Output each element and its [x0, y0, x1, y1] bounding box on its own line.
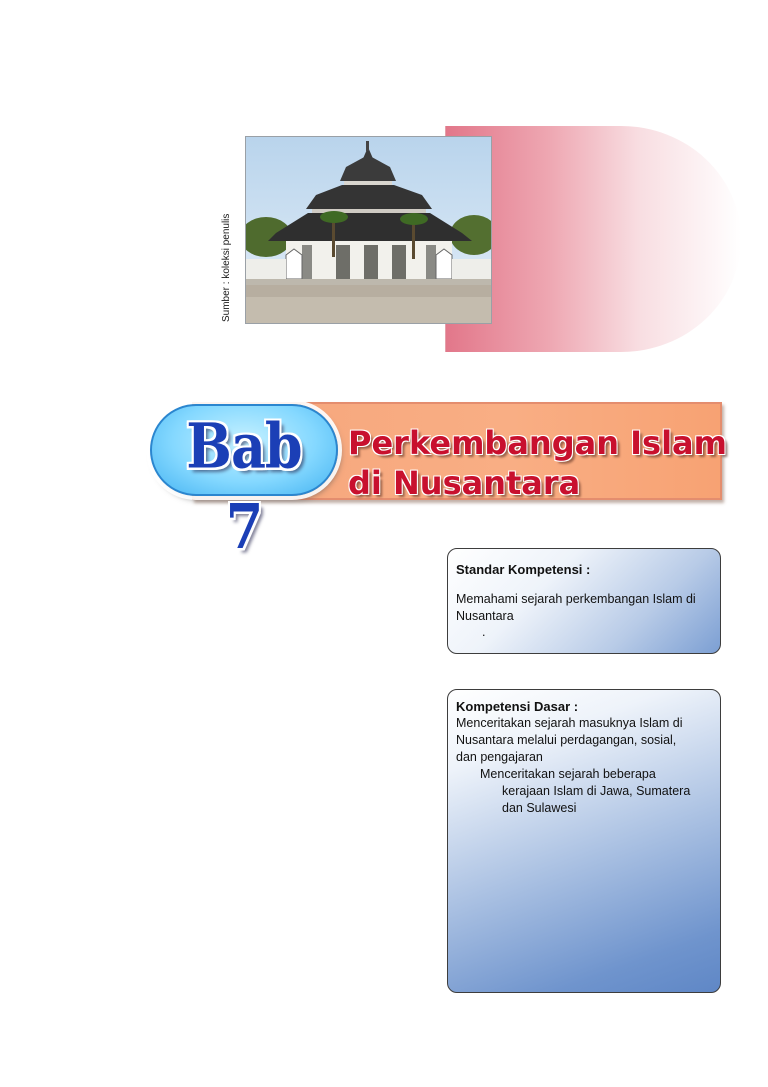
kompetensi-dasar-item2-line1: Menceritakan sejarah beberapa [480, 767, 656, 781]
standar-kompetensi-box [447, 548, 721, 654]
kompetensi-dasar-heading: Kompetensi Dasar : [456, 699, 579, 714]
kompetensi-dasar-item1-line3: dan pengajaran [456, 750, 543, 764]
kompetensi-dasar-item1-line1: Menceritakan sejarah masuknya Islam di [456, 716, 683, 730]
standar-kompetensi-heading: Standar Kompetensi : [456, 562, 591, 577]
chapter-title [348, 423, 727, 503]
chapter-title-line1: Perkembangan Islam [348, 424, 727, 462]
standar-kompetensi-line1: Memahami sejarah perkembangan Islam di [456, 592, 696, 606]
kompetensi-dasar-item1-line2: Nusantara melalui perdagangan, sosial, [456, 733, 677, 747]
kompetensi-dasar-box [447, 689, 721, 993]
standar-kompetensi-line2: Nusantara [456, 609, 514, 623]
photo-source-caption: Sumber : koleksi penulis [221, 213, 232, 322]
mosque-photo [245, 136, 492, 324]
kompetensi-dasar-item2-line3: dan Sulawesi [502, 801, 577, 815]
chapter-title-line2: di Nusantara [348, 464, 581, 502]
standar-kompetensi-line3: . [482, 625, 486, 639]
chapter-number: Bab 7 [186, 408, 302, 564]
kompetensi-dasar-item2-line2: kerajaan Islam di Jawa, Sumatera [502, 784, 691, 798]
